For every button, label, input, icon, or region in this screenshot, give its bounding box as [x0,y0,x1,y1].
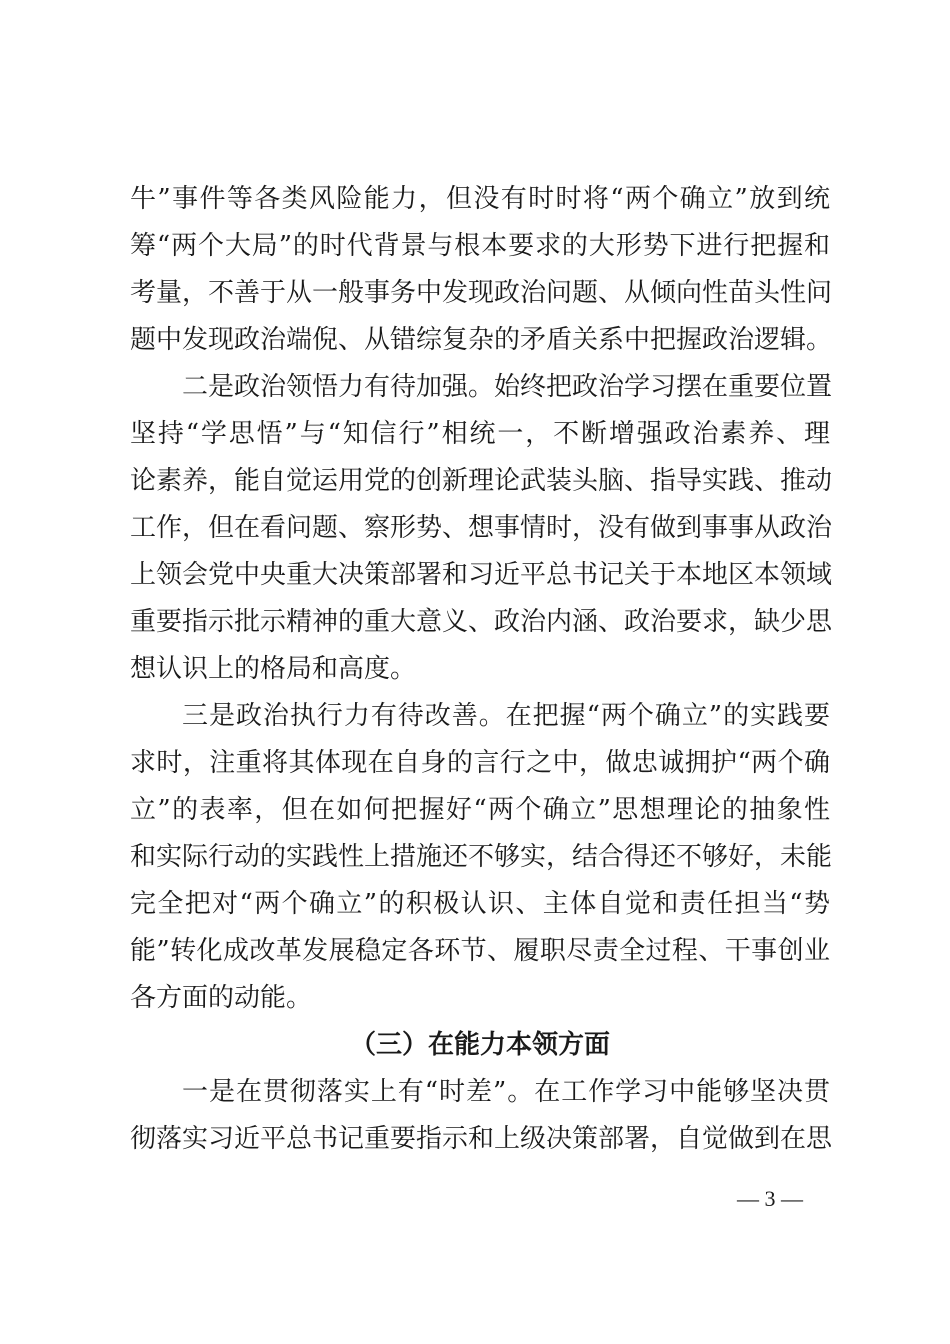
text-line: 想认识上的格局和高度。 [130,654,417,684]
text-line: 二是政治领悟力有待加强。始终把政治学习摆在重要位置 [182,372,833,402]
text-line: 重要指示批示精神的重大意义、政治内涵、政治要求，缺少思 [130,607,833,637]
paragraph-political-comprehension [130,364,833,693]
page-number: — 3 — [737,1186,803,1211]
text-line: 和实际行动的实践性上措施还不够实，结合得还不够好，未能 [130,842,833,872]
text-line: 立”的表率，但在如何把握好“两个确立”思想理论的抽象性 [130,795,830,825]
text-line: 各方面的动能。 [130,983,313,1013]
text-line: 牛”事件等各类风险能力，但没有时时将“两个确立”放到统 [130,184,830,214]
paragraph-political-execution [130,693,833,1022]
text-line: 一是在贯彻落实上有“时差”。在工作学习中能够坚决贯 [182,1077,830,1107]
text-line: 三是政治执行力有待改善。在把握“两个确立”的实践要 [182,701,830,731]
text-line: 题中发现政治端倪、从错综复杂的矛盾关系中把握政治逻辑。 [130,325,833,355]
text-line: 工作，但在看问题、察形势、想事情时，没有做到事事从政治 [130,513,833,543]
text-line: 能”转化成改革发展稳定各环节、履职尽责全过程、干事创业 [130,936,830,966]
text-line: 论素养，能自觉运用党的创新理论武装头脑、指导实践、推动 [130,466,833,496]
section-heading: （三）在能力本领方面 [349,1030,610,1060]
text-line: 上领会党中央重大决策部署和习近平总书记关于本地区本领域 [130,560,833,590]
text-line: 求时，注重将其体现在自身的言行之中，做忠诚拥护“两个确 [130,748,830,778]
text-line: 彻落实习近平总书记重要指示和上级决策部署，自觉做到在思 [130,1124,833,1154]
text-line: 筹“两个大局”的时代背景与根本要求的大形势下进行把握和 [130,231,830,261]
text-line: 考量，不善于从一般事务中发现政治问题、从倾向性苗头性问 [130,278,833,308]
document-body [130,176,833,1163]
text-line: 坚持“学思悟”与“知信行”相统一，不断增强政治素养、理 [130,419,830,449]
text-line: 完全把对“两个确立”的积极认识、主体自觉和责任担当“势 [130,889,830,919]
paragraph-implementation [130,1069,833,1163]
paragraph-continuation [130,176,833,364]
